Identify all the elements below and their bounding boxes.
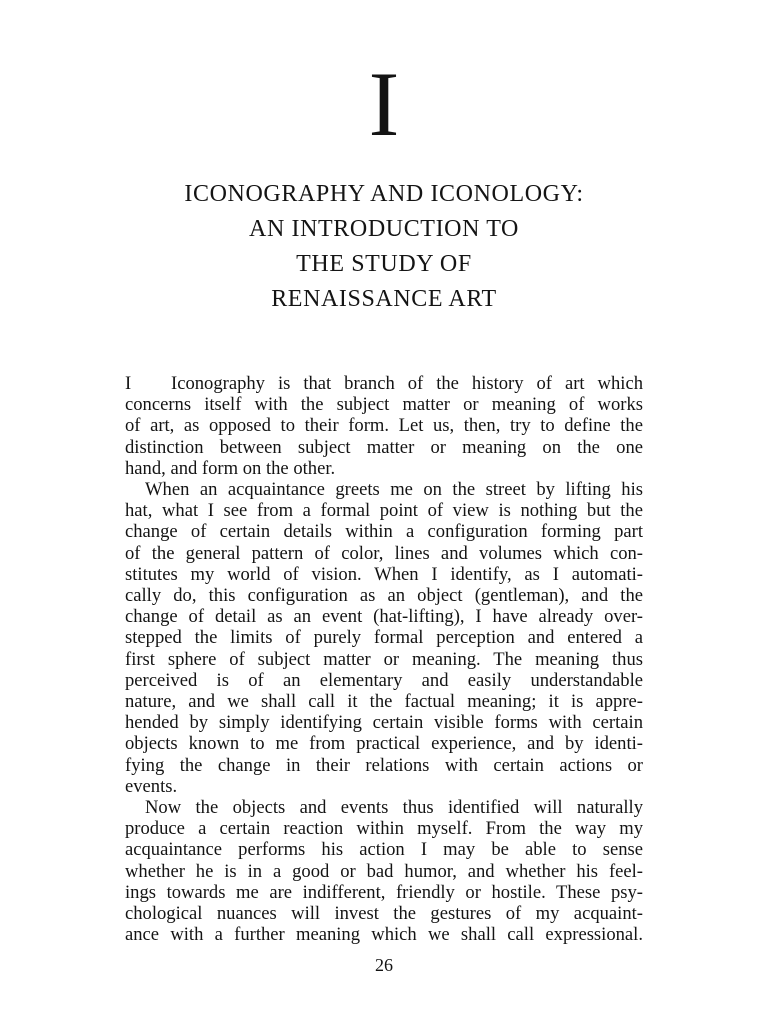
text-line: Now the objects and events thus identified will naturally	[145, 797, 643, 819]
page-number: 26	[375, 955, 393, 975]
paragraph-1	[125, 373, 643, 479]
text-line: whether he is in a good or bad humor, and whether his feel-	[125, 860, 643, 882]
text-line: perceived is of an elementary and easily understandable	[125, 669, 643, 691]
text-line: chological nuances will invest the gestures of my acquaint-	[125, 903, 643, 925]
text-line: events.	[125, 775, 178, 797]
text-line: of the general pattern of color, lines and volumes which con-	[125, 542, 643, 564]
paragraph-2	[125, 479, 643, 797]
text-line: first sphere of subject matter or meaning. The meaning thus	[125, 648, 643, 670]
text-line: ance with a further meaning which we shall call expressional.	[125, 924, 643, 946]
chapter-title	[0, 177, 768, 317]
text-line: concerns itself with the subject matter or meaning of works	[125, 394, 643, 416]
chapter-numeral: I	[368, 53, 400, 155]
text-line: I Iconography is that branch of the history of art which	[125, 373, 643, 394]
text-line: stitutes my world of vision. When I identify, as I automati-	[125, 563, 643, 585]
text-line: stepped the limits of purely formal perception and entered a	[125, 627, 643, 649]
text-line: ings towards me are indifferent, friendly or hostile. These psy-	[125, 881, 643, 903]
text-line: When an acquaintance greets me on the street by lifting his	[145, 479, 643, 501]
chapter-title-line: RENAISSANCE ART	[271, 286, 497, 312]
section-number: I	[125, 373, 132, 394]
text-line: hat, what I see from a formal point of view is nothing but the	[125, 500, 643, 522]
text-line: change of detail as an event (hat-lifting), I have already over-	[125, 606, 643, 628]
text-line: fying the change in their relations with certain actions or	[125, 754, 643, 776]
text-line: cally do, this configuration as an object (gentleman), and the	[125, 585, 643, 607]
text-line: of art, as opposed to their form. Let us, then, try to define the	[125, 415, 643, 437]
chapter-title-line: THE STUDY OF	[296, 251, 472, 277]
text-line: change of certain details within a configuration forming part	[125, 521, 643, 543]
chapter-title-line: ICONOGRAPHY AND ICONOLOGY:	[184, 181, 584, 207]
text-line: hended by simply identifying certain visible forms with certain	[125, 712, 643, 734]
text-line: objects known to me from practical experience, and by identi-	[125, 733, 643, 755]
chapter-title-line: AN INTRODUCTION TO	[249, 216, 519, 242]
text-line: distinction between subject matter or meaning on the one	[125, 436, 643, 458]
text-line: hand, and form on the other.	[125, 457, 336, 479]
text-line: nature, and we shall call it the factual meaning; it is appre-	[125, 691, 643, 713]
text-line: produce a certain reaction within myself. From the way my	[125, 818, 643, 840]
text-line: acquaintance performs his action I may be able to sense	[125, 839, 643, 861]
body-text	[125, 373, 643, 945]
paragraph-3	[125, 797, 643, 945]
